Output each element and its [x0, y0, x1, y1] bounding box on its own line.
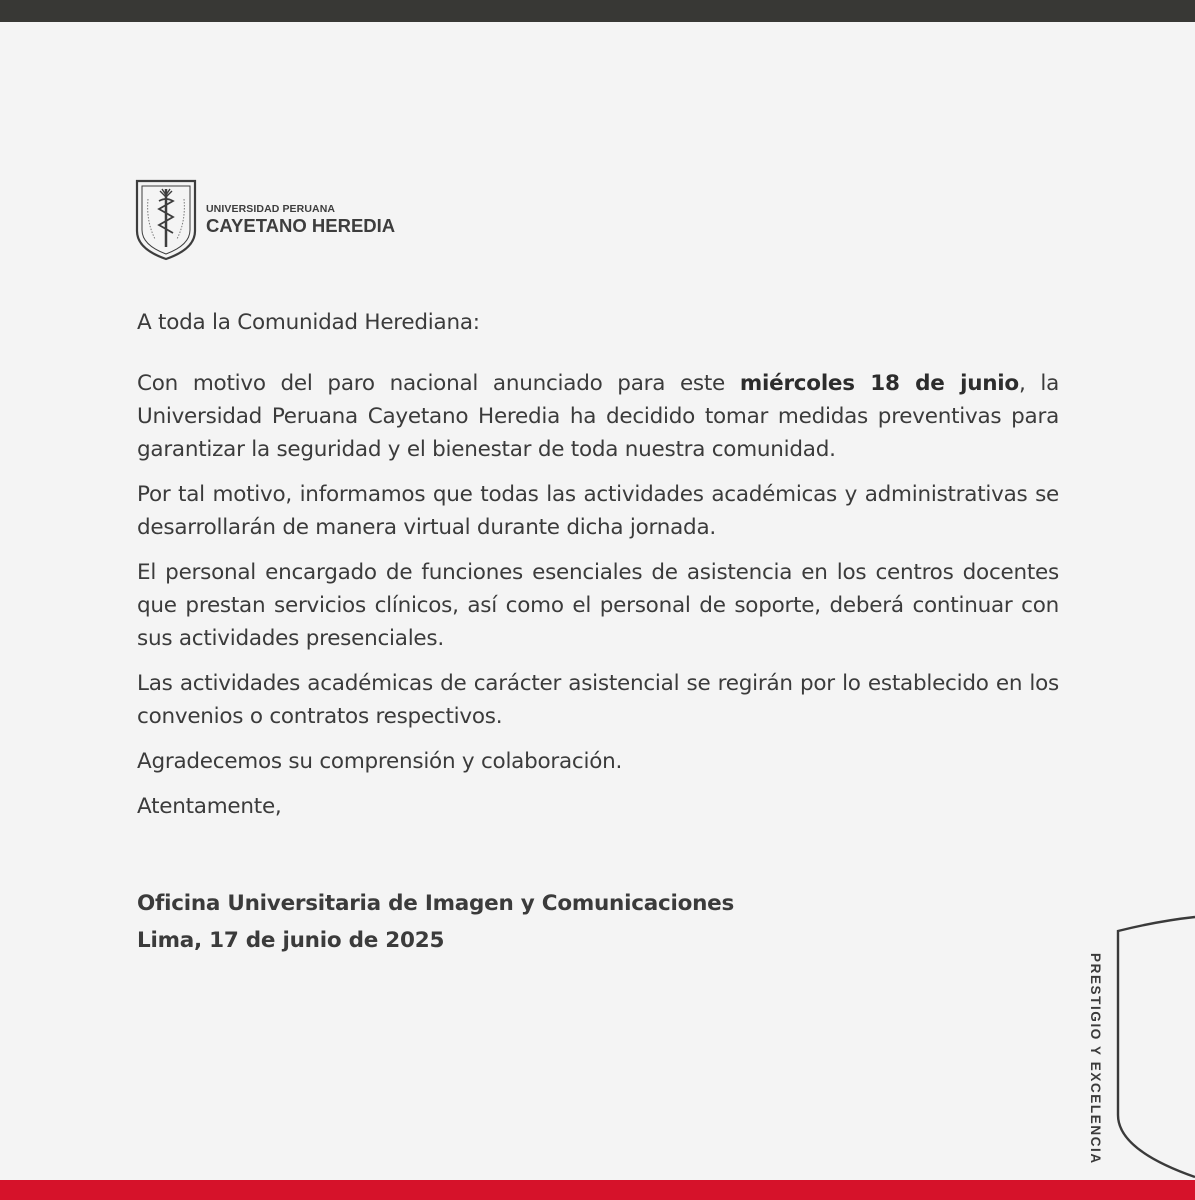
letter-paragraph-5: Agradecemos su comprensión y colaboración. — [137, 749, 623, 774]
logo-university-name: CAYETANO HEREDIA — [206, 214, 396, 236]
letter-paragraph-1 — [137, 367, 1059, 466]
letter-closing: Atentamente, — [137, 794, 282, 819]
letter-paragraph-4: Las actividades académicas de carácter asistencial se regirán por lo establecido en los convenios o contratos respectivos. — [137, 671, 1059, 729]
p1-text-end: , la Universidad Peruana Cayetano Heredia ha decidido tomar medidas preventivas para garantizar la seguridad y el bienestar de toda nuestra comunidad. — [137, 371, 1059, 462]
bottom-bar — [0, 1180, 1195, 1200]
motto-text: PRESTIGIO Y EXCELENCIA — [1088, 953, 1103, 1165]
top-bar — [0, 0, 1195, 22]
signature-date: Lima, 17 de junio de 2025 — [137, 928, 445, 953]
letter-body — [137, 306, 1059, 823]
university-emblem-icon — [135, 177, 197, 261]
p1-date-bold: miércoles 18 de junio — [739, 371, 1019, 396]
signature-office: Oficina Universitaria de Imagen y Comunicaciones — [137, 891, 735, 916]
signature-block — [137, 885, 734, 959]
logo-university-label: UNIVERSIDAD PERUANA — [206, 202, 336, 215]
letter-greeting: A toda la Comunidad Herediana: — [137, 310, 480, 335]
p1-text-start: Con motivo del paro nacional anunciado para este — [137, 371, 740, 396]
letter-paragraph-2: Por tal motivo, informamos que todas las actividades académicas y administrativas se desarrollarán de manera virtual durante dicha jornada. — [137, 482, 1059, 540]
university-logo — [135, 177, 395, 261]
letter-paragraph-3: El personal encargado de funciones esenciales de asistencia en los centros docentes que prestan servicios clínicos, así como el personal de soporte, deberá continuar con sus actividades presenciales. — [137, 560, 1059, 651]
motto-shield-decoration — [1080, 915, 1195, 1180]
